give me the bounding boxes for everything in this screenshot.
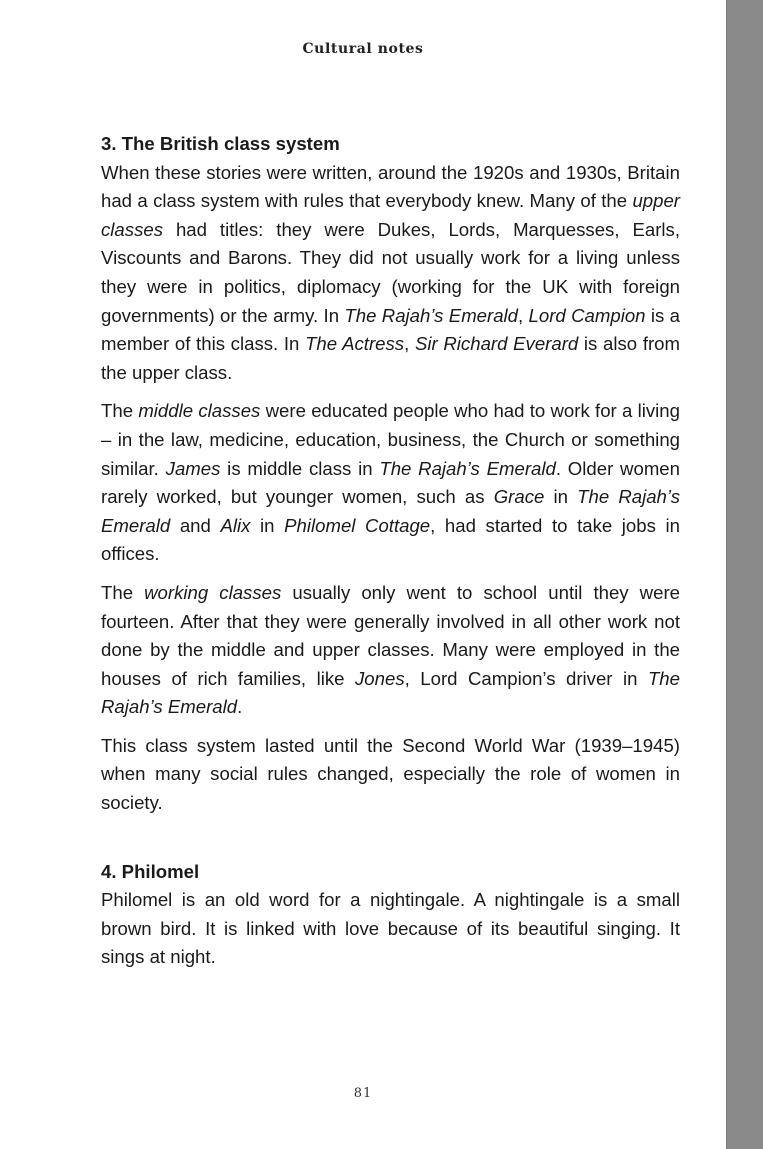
text-run: . [237,696,243,718]
italic-text-run: working classes [144,581,282,603]
text-run: , Lord Campion’s driver in [404,667,648,689]
text-run: When these stories were written, around the 1920s and 1930s, Britain had a class system with rules that everybody knew. Many of the [101,161,680,212]
italic-text-run: Lord Campion [528,304,646,326]
italic-text-run: The Rajah’s Emerald [379,457,556,479]
text-run: Philomel is an old word for a nightingale. A nightingale is a small brown bird. It is linked with love because of its beautiful singing. It sings at night. [101,889,680,968]
italic-text-run: The Rajah’s Emerald [101,486,680,536]
paragraph [101,159,680,388]
section-title: 3. The British class system [101,133,340,154]
running-head: Cultural notes [302,41,424,57]
text-run: The [101,400,139,422]
text-run: This class system lasted until the Second World War (1939–1945) when many social rules changed, especially the role of women in society. [101,734,680,814]
section-british-class-system [101,130,680,818]
section-philomel [101,858,680,972]
italic-text-run: James [165,457,221,479]
text-run: is middle class in [220,457,380,479]
text-run: . Older women rarely worked, but younger women, such as [101,457,680,508]
paragraph [101,886,680,972]
italic-text-run: Alix [220,514,251,536]
text-run: , had started to take jobs in offices. [101,514,680,565]
italic-text-run: The Rajah’s Emerald [101,667,680,718]
italic-text-run: The Actress [305,333,405,355]
italic-text-run: Jones [355,667,405,689]
italic-text-run: upper classes [101,190,680,240]
text-run: had titles: they were Dukes, Lords, Marquesses, Earls, Viscounts and Barons. They did not usually work for a living unless they were in politics, diplomacy (working for the UK with foreign governments) or the army. In [101,218,680,326]
section-title: 4. Philomel [101,860,200,882]
text-run: , [518,304,529,326]
paragraph [101,579,680,722]
text-run: is a member of this class. In [101,304,680,355]
paragraph [101,397,680,569]
italic-text-run: middle classes [138,400,261,422]
text-run: usually only went to school until they were fourteen. After that they were generally involved in all other work not done by the middle and upper classes. Many were employed in the houses of rich families, like [101,581,680,689]
text-run: in [250,514,285,536]
italic-text-run: Grace [493,486,545,508]
italic-text-run: Philomel Cottage [284,514,431,536]
paragraph [101,732,680,818]
text-run: were educated people who had to work for a living – in the law, medicine, education, business, the Church or something similar. [101,400,680,479]
text-run: , [404,333,415,355]
text-run: The [101,581,145,603]
italic-text-run: Sir Richard Everard [414,333,579,355]
italic-text-run: The Rajah’s Emerald [344,304,519,326]
page-edge-bar [726,0,763,1149]
page-content [101,130,680,982]
text-run: is also from the upper class. [101,333,681,383]
page-number: 81 [353,1086,373,1101]
text-run: in [544,486,578,508]
text-run: and [170,514,221,536]
